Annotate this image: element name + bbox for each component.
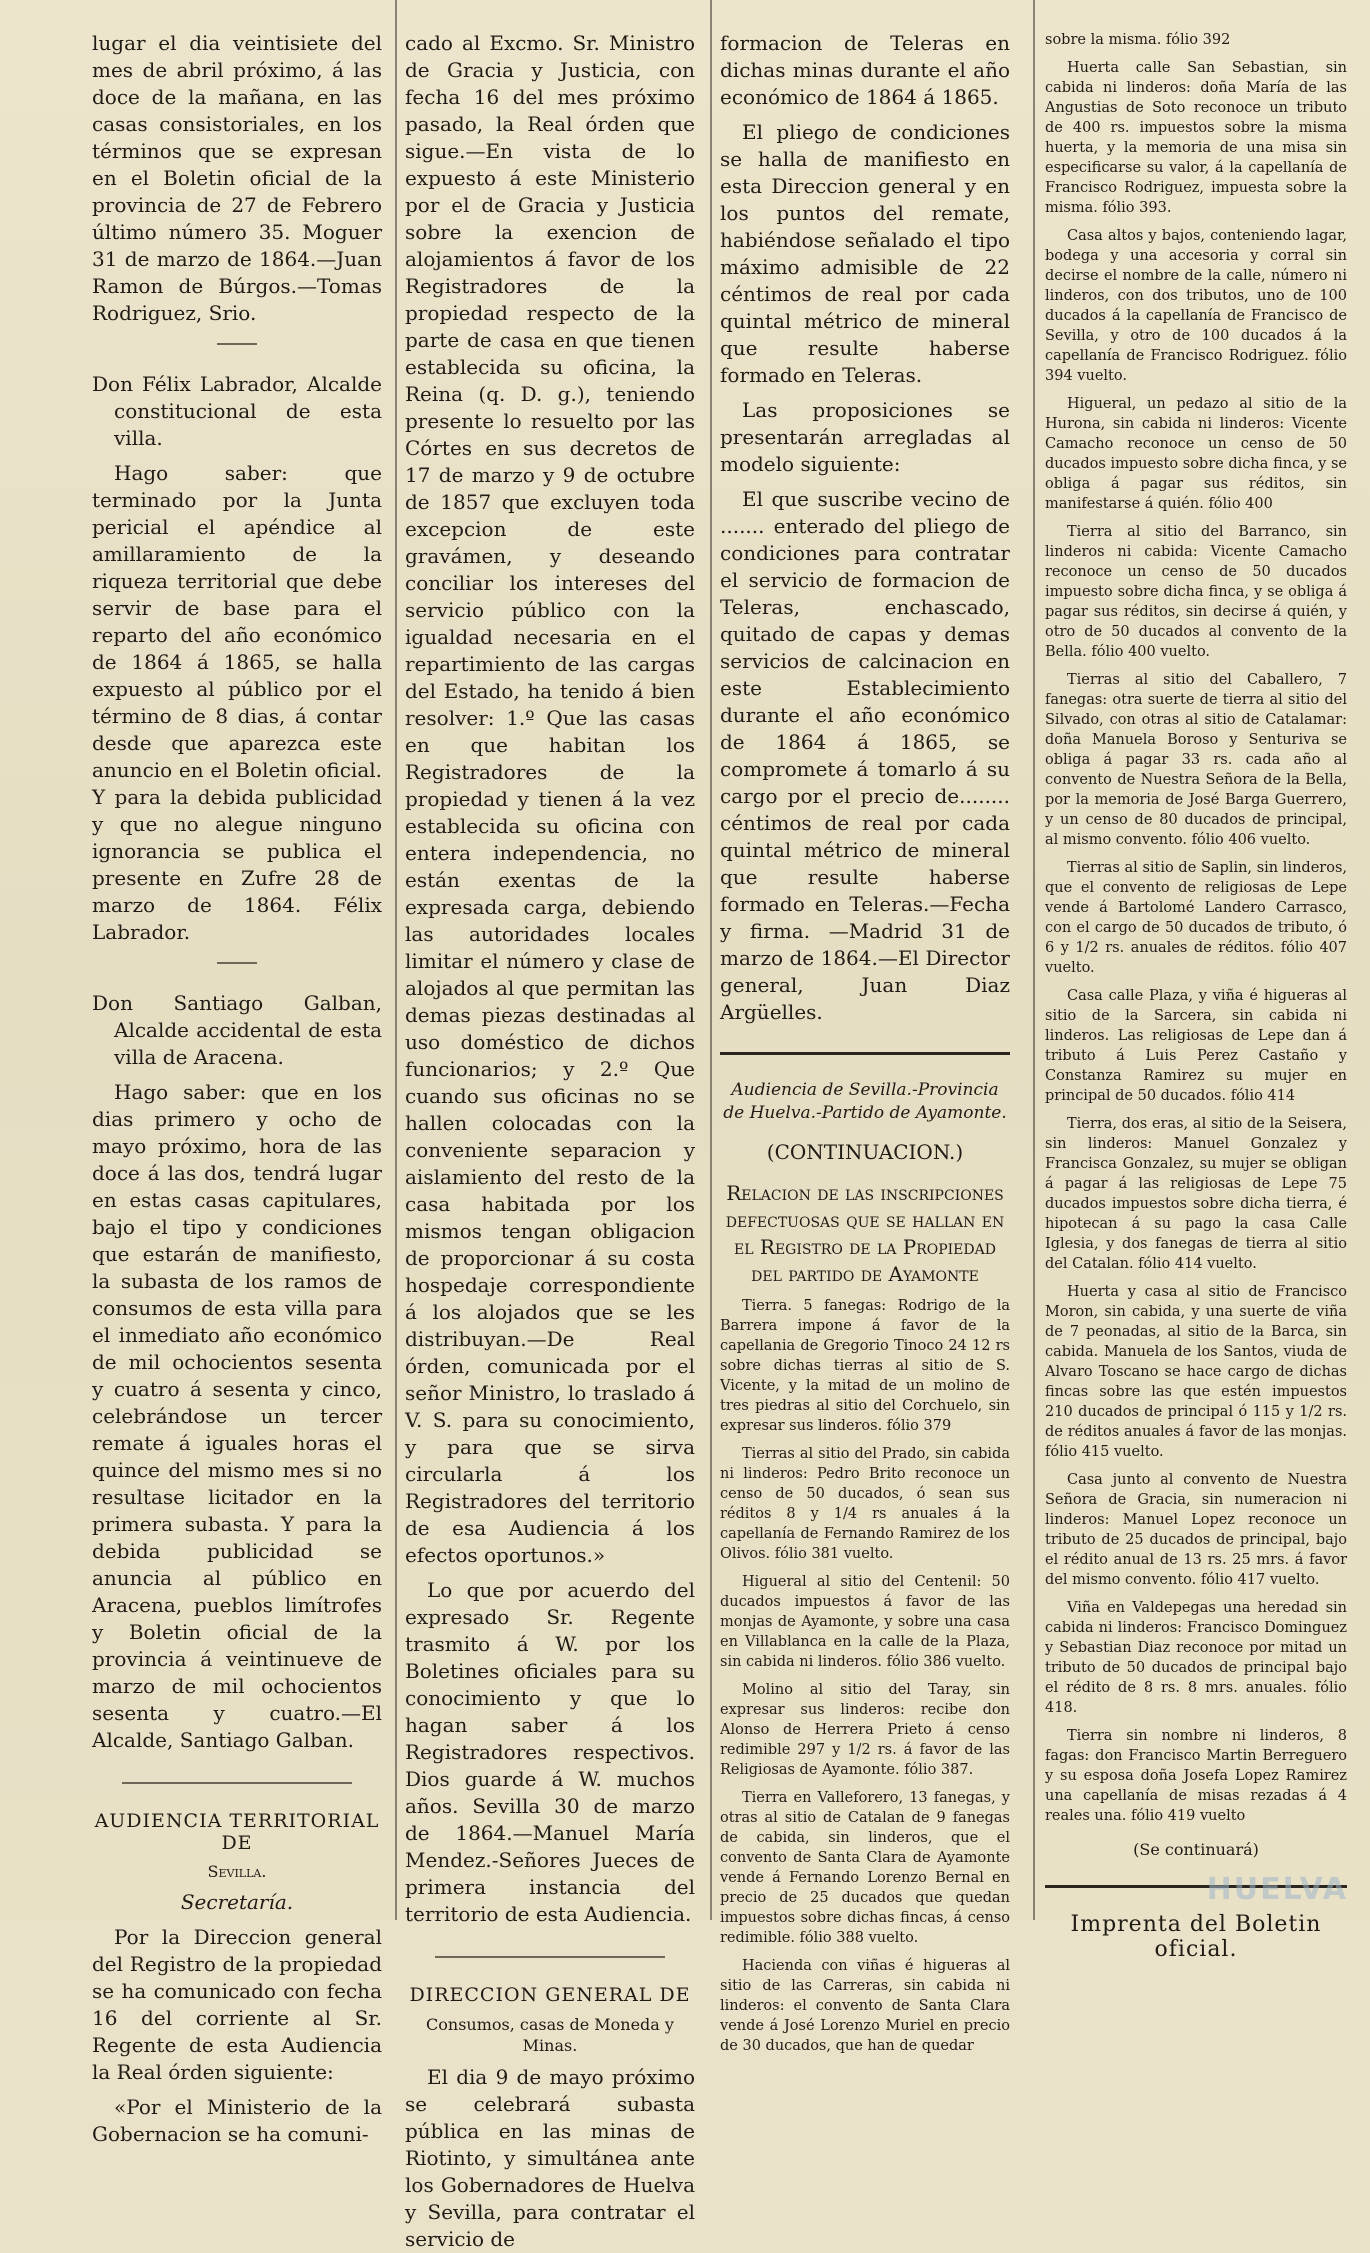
list-item: Tierras al sitio del Caballero, 7 fanegas: otra suerte de tierra al sitio del Silvado, con otras al sitio de Catalamar: doña Manuela Boroso y Senturiva se obliga á pagar 33 rs. cada año al convento de Nuestra Señora de la Bella, por la memoria de José Barga Guerrero, y un censo de 80 ducados de principal, al mismo convento. fólio 406 vuelto. [1045,672,1347,848]
pliego-text: El pliego de condiciones se halla de manifiesto en esta Direccion general y en los puntos del remate, habiéndose señalado el tipo máximo admisible de 22 céntimos de real por cada quintal métrico de mineral que resulte haberse formado en Teleras. [720,120,1010,387]
list-item: Hacienda con viñas é higueras al sitio de las Carreras, sin cabida ni linderos: el convento de Santa Clara vende á José Lorenzo Muriel en precio de 30 ducados, que han de quedar [720,1958,1010,2054]
list-item: Tierra sin nombre ni linderos, 8 fagas: don Francisco Martin Berreguero y su esposa doña Josefa Lopez Ramirez una capellanía de misas rezadas á 4 reales una. fólio 419 vuelto [1045,1728,1347,1824]
quote-start: «Por el Ministerio de la Gobernacion se ha comuni- [92,2095,382,2146]
notice-body: Hago saber: que terminado por la Junta pericial el apéndice al amillaramiento de la riqueza territorial que debe servir de base para el reparto del año económico de 1864 á 1865, se halla expuesto al público por el término de 8 dias, á contar desde que aparezca este anuncio en el Boletin oficial. Y para la debida publicidad y que no alegue ninguno ignorancia se publica el presente en Zufre 28 de marzo de 1864. Félix Labrador. [92,461,382,944]
column-rule [395,0,397,1920]
separator [122,1782,352,1784]
relacion-heading: Relacion de las inscripciones defectuosas que se hallan en el Registro de la Propiedad del partido de Ayamonte [725,1181,1005,1286]
column-3 [720,30,1010,2054]
list-item: Tierra en Valleforero, 13 fanegas, y otras al sitio de Catalan de 9 fanegas de cabida, sin linderos, que el convento de Santa Clara de Ayamonte vende á Fernando Lorenzo Bernal en precio de 25 ducados que quedan impuestos sobre dichas fincas, á censo redimible. fólio 388 vuelto. [720,1790,1010,1946]
list-item: Tierras al sitio del Prado, sin cabida ni linderos: Pedro Brito reconoce un censo de 50 ducados, ó sean sus réditos 8 y 1/4 rs anuales á la capellanía de Fernando Ramirez de los Olivos. fólio 381 vuelto. [720,1446,1010,1562]
section-heading: AUDIENCIA TERRITORIAL DE [94,1810,380,1854]
imprenta-footer: Imprenta del Boletin oficial. [1070,1912,1322,1962]
notice-title: Don Santiago Galban, Alcalde accidental de esta villa de Aracena. [92,991,382,1069]
list-item: Tierra. 5 fanegas: Rodrigo de la Barrera impone á favor de la capellania de Gregorio Tinoco 24 12 rs sobre dichas tierras al sitio de S. Vicente, y la mitad de un molino de tres piedras al sitio del Corchuelo, sin expresar sus linderos. fólio 379 [720,1298,1010,1434]
list-item: Casa altos y bajos, conteniendo lagar, bodega y una accesoria y corral sin decirse el nombre de la calle, número ni linderos, con dos tributos, uno de 100 ducados á la capellanía de Francisco de Sevilla, y otro de 100 ducados á la capellanía de Francisco Rodriguez. fólio 394 vuelto. [1045,228,1347,384]
list-item: Huerta calle San Sebastian, sin cabida ni linderos: doña María de las Angustias de Soto reconoce un tributo de 400 rs. impuestos sobre la misma huerta, y la memoria de una misa sin especificarse su valor, á la capellanía de Francisco Rodriguez, impuesta sobre la misma. fólio 393. [1045,60,1347,216]
continuation-label: (CONTINUACION.) [766,1140,964,1164]
archive-watermark: HUELVA [1206,1872,1348,1907]
column-rule [710,0,712,1920]
notice-continuation: formacion de Teleras en dichas minas durante el año económico de 1864 á 1865. [720,31,1010,109]
notice-body: Hago saber: que en los dias primero y ocho de mayo próximo, hora de las doce á las dos, tendrá lugar en estas casas capitulares, bajo el tipo y condiciones que estarán de manifiesto, la subasta de los ramos de consumos de esta villa para el inmediato año económico de mil ochocientos sesenta y cuatro á sesenta y cinco, celebrándose un tercer remate á iguales horas el quince del mismo mes si no resultase licitador en la primera subasta. Y para la debida publicidad se anuncia al público en Aracena, pueblos limítrofes y Boletin oficial de la provincia á veintinueve de marzo de mil ochocientos sesenta y cuatro.—El Alcalde, Santiago Galban. [92,1080,382,1752]
list-item: Tierra al sitio del Barranco, sin linderos ni cabida: Vicente Camacho reconoce un censo de 50 ducados impuesto sobre dicha finca, y se obliga á pagar sus réditos, sin decirse á quién, y otro de 50 ducados al convento de la Bella. fólio 400 vuelto. [1045,524,1347,660]
list-item: Molino al sitio del Taray, sin expresar sus linderos: recibe don Alonso de Herrera Prieto á censo redimible 297 y 1/2 rs. á favor de las Religiosas de Ayamonte. fólio 387. [720,1682,1010,1778]
separator [217,343,257,345]
column-rule [1033,0,1035,1920]
separator [720,1052,1010,1055]
list-item: Higueral al sitio del Centenil: 50 ducados impuestos á favor de las monjas de Ayamonte, y sobre una casa en Villablanca en la calle de la Plaza, sin cabida ni linderos. fólio 386 vuelto. [720,1574,1010,1670]
section-subheading: Secretaría. [180,1890,294,1914]
continuara-label: (Se continuará) [1133,1840,1259,1859]
section-subheading: Consumos, casas de Moneda y Minas. [426,2015,674,2055]
proposiciones-text: Las proposiciones se presentarán arregladas al modelo siguiente: [720,398,1010,476]
column-1 [92,30,382,2146]
section-place: Sevilla. [207,1862,267,1881]
section-heading: Audiencia de Sevilla.-Provincia de Huelva.-Partido de Ayamonte. [723,1080,1007,1123]
list-item: Huerta y casa al sitio de Francisco Moron, sin cabida, y una suerte de viña de 7 peonadas, al sitio de la Barca, sin cabida. Manuela de los Santos, viuda de Alvaro Toscano se hace cargo de dichas fincas sobre las que estén impuestos 210 ducados de principal ó 115 y 1/2 rs. de réditos anuales á favor de las monjas. fólio 415 vuelto. [1045,1284,1347,1460]
column-4 [1045,30,1347,1962]
notice-continuation: lugar el dia veintisiete del mes de abril próximo, á las doce de la mañana, en las casas consistoriales, en los términos que se expresan en el Boletin oficial de la provincia de 27 de Febrero último número 35. Moguer 31 de marzo de 1864.—Juan Ramon de Búrgos.—Tomas Rodriguez, Srio. [92,31,382,325]
column-2 [405,30,695,2251]
list-item: Higueral, un pedazo al sitio de la Hurona, sin cabida ni linderos: Vicente Camacho reconoce un censo de 50 ducados impuesto sobre dicha finca, y se obliga á pagar sus réditos, sin manifestarse á quién. fólio 400 [1045,396,1347,512]
notice-title: Don Félix Labrador, Alcalde constitucional de esta villa. [92,372,382,450]
royal-order-text: cado al Excmo. Sr. Ministro de Gracia y Justicia, con fecha 16 del mes próximo pasado, la Real órden que sigue.—En vista de lo expuesto á este Ministerio por el de Gracia y Justicia sobre la exencion de alojamientos á favor de los Registradores de la propiedad respecto de la parte de casa en que tienen establecida su oficina, la Reina (q. D. g.), teniendo presente lo resuelto por las Córtes en sus decretos de 17 de marzo y 9 de octubre de 1857 que excluyen toda excepcion de este gravámen, y deseando conciliar los intereses del servicio público con la igualdad necesaria en el repartimiento de las cargas del Estado, ha tenido á bien resolver: 1.º Que las casas en que habitan los Registradores de la propiedad y tienen á la vez establecida su oficina con entera independencia, no están exentas de la expresada carga, debiendo las autoridades locales limitar el número y clase de alojados al que permitan las demas piezas destinadas al uso doméstico de dichos funcionarios; y 2.º Que cuando sus oficinas no se hallen colocadas con la conveniente separacion y aislamiento del resto de la casa habitada por los mismos tengan obligacion de proporcionar á su costa hospedaje correspondiente á los alojados que se les distribuyan.—De Real órden, comunicada por el señor Ministro, lo traslado á V. S. para su conocimiento, y para que se sirva circularla á los Registradores del territorio de esa Audiencia á los efectos oportunos.» [405,31,695,1567]
list-item: Tierra, dos eras, al sitio de la Seisera, sin linderos: Manuel Gonzalez y Francisca Gonzalez, su mujer se obligan á pagar á las religiosas de Lepe 75 ducados impuestos sobre dicha tierra, é hipotecan á su pago la casa Calle Iglesia, y dos fanegas de tierra al sitio del Catalan. fólio 414 vuelto. [1045,1116,1347,1272]
section-heading: DIRECCION GENERAL DE [409,1984,691,2006]
separator [217,962,257,964]
list-item: sobre la misma. fólio 392 [1045,32,1231,48]
separator [435,1956,665,1958]
modelo-text: El que suscribe vecino de ....... enterado del pliego de condiciones para contratar el servicio de formacion de Teleras, enchascado, quitado de capas y demas servicios de calcinacion en este Establecimiento durante el año económico de 1864 á 1865, se compromete á tomarlo á su cargo por el precio de........ céntimos de real por cada quintal métrico de mineral que resulte haberse formado en Teleras.—Fecha y firma. —Madrid 31 de marzo de 1864.—El Director general, Juan Diaz Argüelles. [720,487,1010,1024]
list-item: Tierras al sitio de Saplin, sin linderos, que el convento de religiosas de Lepe vende á Bartolomé Landero Carrasco, con el cargo de 50 ducados de tributo, ó 6 y 1/2 rs. anuales de réditos. fólio 407 vuelto. [1045,860,1347,976]
regente-text: Lo que por acuerdo del expresado Sr. Regente trasmito á W. por los Boletines oficiales para su conocimiento y que lo hagan saber á los Registradores respectivos. Dios guarde á W. muchos años. Sevilla 30 de marzo de 1864.—Manuel María Mendez.-Señores Jueces de primera instancia del territorio de esta Audiencia. [405,1578,695,1926]
list-item: Casa calle Plaza, y viña é higueras al sitio de la Sarcera, sin cabida ni linderos. Las religiosas de Lepe dan á tributo á Luis Perez Castaño y Constanza Ramirez su mujer en principal de 50 ducados. fólio 414 [1045,988,1347,1104]
section-body: Por la Direccion general del Registro de la propiedad se ha comunicado con fecha 16 del corriente al Sr. Regente de esta Audiencia la Real órden siguiente: [92,1925,382,2084]
list-item: Viña en Valdepegas una heredad sin cabida ni linderos: Francisco Dominguez y Sebastian Diaz reconoce por mitad un tributo de 50 ducados de principal bajo el rédito de 8 rs. 8 mrs. anuales. fólio 418. [1045,1600,1347,1716]
section-body: El dia 9 de mayo próximo se celebrará subasta pública en las minas de Riotinto, y simultánea ante los Gobernadores de Huelva y Sevilla, para contratar el servicio de [405,2065,695,2251]
list-item: Casa junto al convento de Nuestra Señora de Gracia, sin numeracion ni linderos: Manuel Lopez reconoce un tributo de 25 ducados de principal, bajo el rédito anual de 13 rs. 25 mrs. á favor del mismo convento. fólio 417 vuelto. [1045,1472,1347,1588]
